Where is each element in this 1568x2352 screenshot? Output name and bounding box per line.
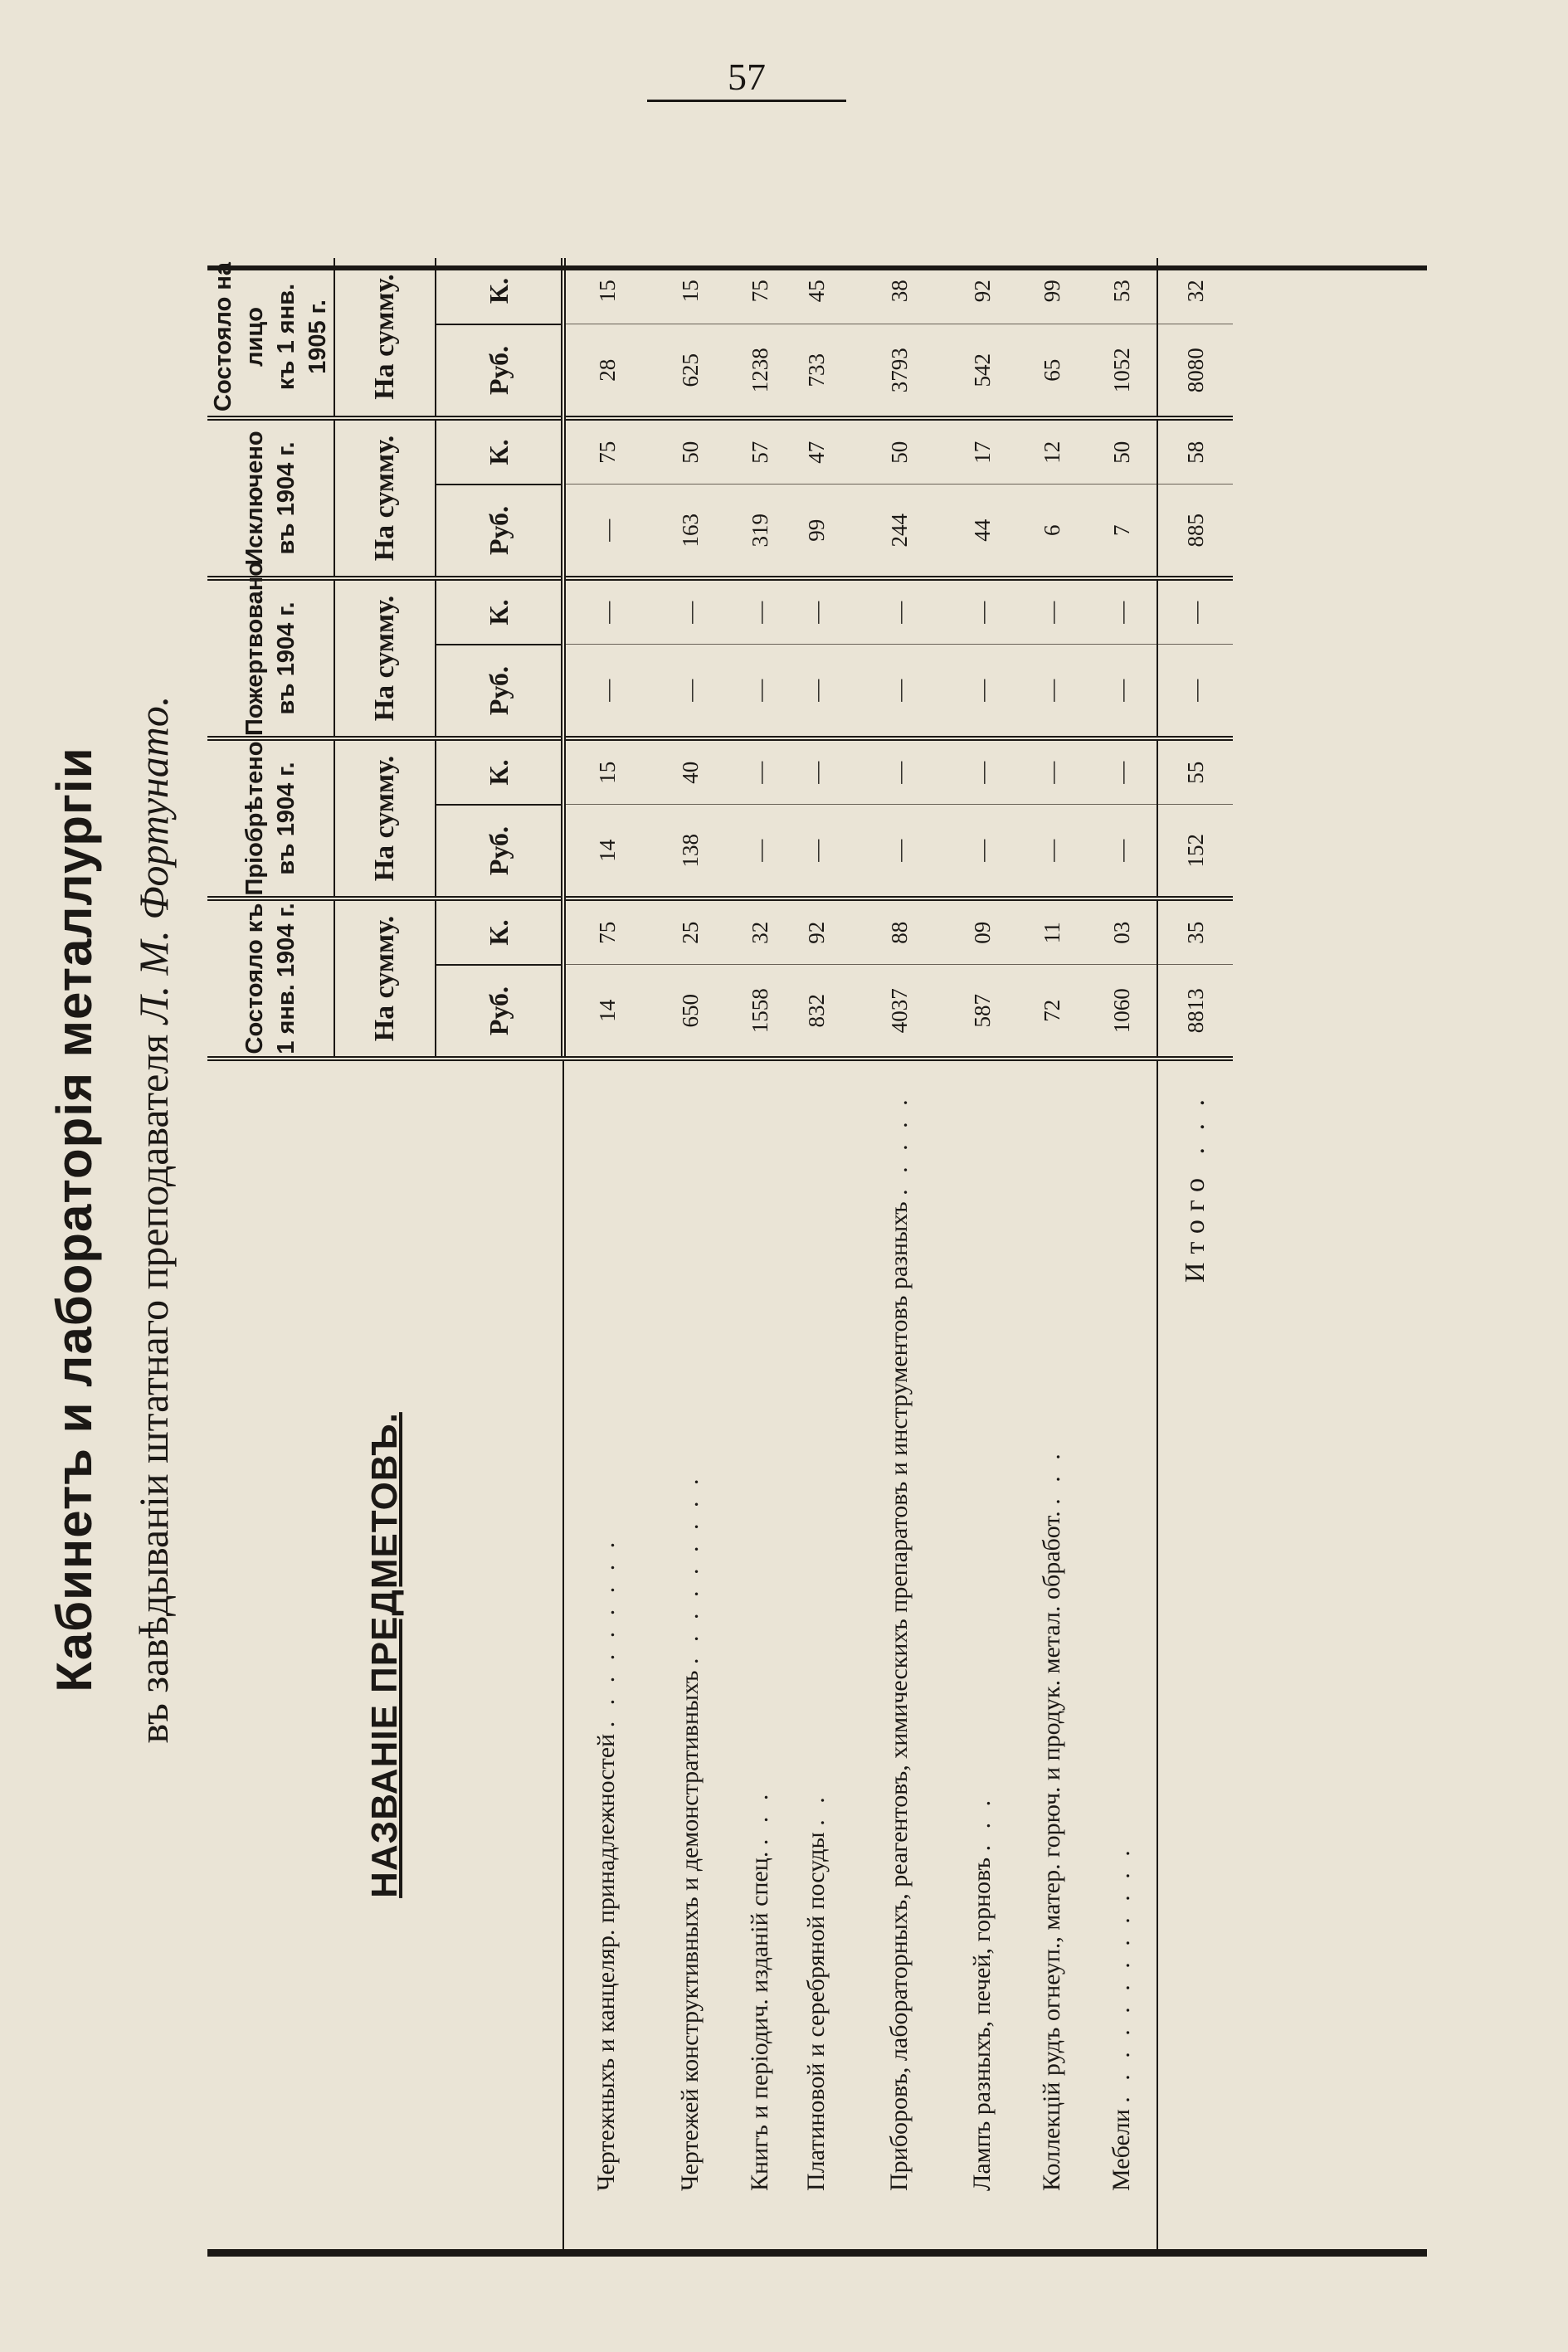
unit-header: На сумму. [334, 898, 436, 1059]
item-name-cell [954, 1059, 1010, 2249]
amount-rub-cell: — [1010, 645, 1093, 738]
amount-rub-cell: — [1157, 645, 1233, 738]
total-row [1157, 258, 1233, 2249]
amount-rub-cell: 14 [563, 965, 649, 1059]
group-header-line1: Пріобрѣтено [241, 741, 268, 896]
amount-rub-cell: 14 [563, 805, 649, 898]
amount-kop-cell: — [678, 601, 703, 624]
amount-kop-cell: 40 [678, 761, 703, 784]
header-row-groups [207, 258, 334, 2249]
amount-kop-cell: 32 [747, 921, 772, 944]
item-name: Мебели [1108, 2109, 1135, 2191]
table-row [563, 258, 649, 2249]
table-row [954, 258, 1010, 2249]
amount-kop-cell: 57 [747, 441, 772, 464]
item-name: Книгъ и періодич. изданій спец. [746, 1851, 773, 2191]
amount-rub-cell: — [563, 485, 649, 578]
amount-kop-cell: 50 [678, 441, 703, 464]
amount-kop-cell: — [887, 761, 912, 784]
amount-rub-cell: 163 [649, 485, 732, 578]
kop-header: К. [436, 738, 563, 805]
item-name-cell [649, 1059, 732, 2249]
amount-rub-cell: 8080 [1157, 324, 1233, 418]
group-header [207, 418, 334, 578]
leader-dots: . . . [968, 1794, 996, 1852]
name-header: НАЗВАНІЕ ПРЕДМЕТОВЪ. [364, 1412, 405, 1898]
amount-rub-cell: 319 [732, 485, 788, 578]
inventory-table-frame [207, 262, 1427, 2257]
amount-rub-cell: — [1093, 805, 1157, 898]
amount-kop-cell: — [1040, 601, 1064, 624]
leader-dots: . . . . . [885, 1094, 913, 1195]
amount-rub-cell: 3793 [845, 324, 954, 418]
group-header-line1: Состояло на лицо [210, 262, 268, 411]
amount-rub-cell: 65 [1010, 324, 1093, 418]
group-header-line2: въ 1904 г. [273, 441, 299, 555]
amount-kop-cell: 03 [1109, 921, 1134, 944]
group-header-line1: Исключено [241, 431, 268, 566]
group-header-line2: въ 1904 г. [273, 601, 299, 715]
amount-kop-cell: — [595, 601, 620, 624]
unit-header: На сумму. [334, 578, 436, 738]
rub-header: Руб. [436, 965, 563, 1059]
item-name-cell [1093, 1059, 1157, 2249]
amount-rub-cell: 8813 [1157, 965, 1233, 1059]
amount-kop-cell: 88 [887, 921, 912, 944]
amount-kop-cell: — [1157, 578, 1233, 645]
kop-header: К. [436, 418, 563, 485]
amount-kop-cell: 17 [970, 441, 995, 464]
amount-rub-cell: 152 [1157, 805, 1233, 898]
amount-rub-cell: 1238 [732, 324, 788, 418]
amount-kop-cell: 15 [595, 761, 620, 784]
item-name-cell [1010, 1059, 1093, 2249]
document-subtitle [124, 183, 183, 2257]
item-name: Чертежныхъ и канцеляр. принадлежностей [592, 1733, 620, 2191]
kop-header: К. [436, 578, 563, 645]
amount-rub-cell: 885 [1157, 485, 1233, 578]
table-body [563, 258, 1233, 2249]
amount-rub-cell: 1060 [1093, 965, 1157, 1059]
amount-rub-cell: — [732, 645, 788, 738]
group-header [207, 258, 334, 418]
amount-rub-cell: 244 [845, 485, 954, 578]
amount-rub-cell: 28 [563, 324, 649, 418]
amount-rub-cell: — [954, 805, 1010, 898]
amount-kop-cell: 75 [595, 921, 620, 944]
rub-header: Руб. [436, 485, 563, 578]
leader-dots: . . [802, 1792, 830, 1826]
group-header [207, 562, 334, 738]
amount-kop-cell: — [970, 601, 995, 624]
amount-rub-cell: — [788, 645, 845, 738]
amount-kop-cell: 53 [1109, 280, 1134, 303]
amount-rub-cell: 1558 [732, 965, 788, 1059]
amount-kop-cell: 15 [595, 280, 620, 303]
amount-kop-cell: 15 [678, 280, 703, 303]
table-row [1093, 258, 1157, 2249]
amount-rub-cell: 44 [954, 485, 1010, 578]
amount-kop-cell: — [747, 761, 772, 784]
subtitle-name: Л. М. Фортунато. [130, 695, 177, 1025]
unit-header: На сумму. [334, 258, 436, 418]
table-row [1010, 258, 1093, 2249]
amount-kop-cell: — [804, 601, 829, 624]
leader-dots: . . . [1180, 1094, 1210, 1155]
amount-kop-cell: — [970, 761, 995, 784]
amount-kop-cell: 92 [970, 280, 995, 303]
amount-kop-cell: 75 [747, 280, 772, 303]
leader-dots: . . . . . . . . . [676, 1473, 704, 1664]
leader-dots: . . . [1038, 1449, 1065, 1505]
amount-rub-cell: 1052 [1093, 324, 1157, 418]
group-header-line1: Пожертвовано [241, 562, 268, 736]
amount-kop-cell: 12 [1040, 441, 1064, 464]
column-header-name [207, 1059, 563, 2249]
amount-rub-cell: — [563, 645, 649, 738]
amount-kop-cell: 38 [887, 280, 912, 303]
item-name: Приборовъ, лабораторныхъ, реагентовъ, химическихъ препаратовъ и инструментовъ разныхъ [885, 1201, 913, 2191]
amount-rub-cell: — [1093, 645, 1157, 738]
leader-dots: . . . . . . . . . . . . [1108, 1845, 1135, 2103]
amount-rub-cell: 4037 [845, 965, 954, 1059]
kop-header: К. [436, 258, 563, 324]
amount-rub-cell: 587 [954, 965, 1010, 1059]
amount-rub-cell: 832 [788, 965, 845, 1059]
amount-rub-cell: — [1010, 805, 1093, 898]
rub-header: Руб. [436, 805, 563, 898]
amount-kop-cell: 50 [887, 441, 912, 464]
item-name-cell [788, 1059, 845, 2249]
item-name: Чертежей конструктивныхъ и демонстративныхъ [676, 1670, 704, 2191]
amount-rub-cell: 7 [1093, 485, 1157, 578]
amount-rub-cell: 625 [649, 324, 732, 418]
amount-kop-cell: 55 [1157, 738, 1233, 805]
group-header-line2: къ 1 янв. 1905 г. [273, 283, 331, 391]
amount-kop-cell: 75 [595, 441, 620, 464]
subtitle-prefix: въ завѣдываніи штатнаго преподавателя [130, 1034, 177, 1744]
rotated-page-content [0, 183, 1220, 2257]
amount-kop-cell: — [804, 761, 829, 784]
amount-kop-cell: 25 [678, 921, 703, 944]
leader-dots: . . . [746, 1789, 773, 1846]
page-number-rule [647, 100, 846, 102]
amount-rub-cell: 542 [954, 324, 1010, 418]
rub-header: Руб. [436, 324, 563, 418]
amount-rub-cell: 6 [1010, 485, 1093, 578]
item-name-cell [845, 1059, 954, 2249]
item-name-cell [563, 1059, 649, 2249]
item-name-cell [732, 1059, 788, 2249]
amount-rub-cell: — [649, 645, 732, 738]
item-name: Итого [1180, 1170, 1210, 1283]
unit-header: На сумму. [334, 738, 436, 898]
amount-kop-cell: — [747, 601, 772, 624]
amount-kop-cell: 09 [970, 921, 995, 944]
amount-kop-cell: 58 [1157, 418, 1233, 485]
item-name: Коллекцій рудъ огнеуп., матер. горюч. и продук. метал. обработ. [1038, 1511, 1065, 2191]
inventory-table [207, 258, 1233, 2249]
document-title: Кабинетъ и лабораторія металлургіи [46, 747, 102, 1692]
group-header-line2: въ 1904 г. [273, 762, 299, 875]
amount-kop-cell: 47 [804, 441, 829, 464]
amount-kop-cell: 32 [1157, 258, 1233, 324]
amount-kop-cell: 11 [1040, 922, 1064, 944]
group-header [207, 898, 334, 1059]
amount-kop-cell: 50 [1109, 441, 1134, 464]
amount-kop-cell: — [1040, 761, 1064, 784]
table-row [788, 258, 845, 2249]
page-number: 57 [728, 56, 766, 98]
amount-rub-cell: — [954, 645, 1010, 738]
item-name: Платиновой и серебряной посуды [802, 1832, 830, 2191]
group-header [207, 738, 334, 898]
kop-header: К. [436, 898, 563, 965]
amount-kop-cell: — [1109, 601, 1134, 624]
unit-header: На сумму. [334, 418, 436, 578]
group-header-line1: Состояло къ [241, 903, 268, 1054]
amount-kop-cell: 92 [804, 921, 829, 944]
item-name-cell [1157, 1059, 1233, 2249]
amount-kop-cell: — [1109, 761, 1134, 784]
group-header-line2: 1 янв. 1904 г. [273, 903, 299, 1054]
amount-kop-cell: — [887, 601, 912, 624]
leader-dots: . . . . . . . . . [592, 1536, 620, 1728]
amount-rub-cell: 650 [649, 965, 732, 1059]
table-row [732, 258, 788, 2249]
amount-rub-cell: — [845, 805, 954, 898]
amount-rub-cell: 72 [1010, 965, 1093, 1059]
amount-rub-cell: 733 [788, 324, 845, 418]
amount-kop-cell: 35 [1157, 898, 1233, 965]
item-name: Лампъ разныхъ, печей, горновъ [968, 1857, 996, 2191]
table-row [649, 258, 732, 2249]
amount-rub-cell: — [788, 805, 845, 898]
amount-kop-cell: 45 [804, 280, 829, 303]
amount-kop-cell: 99 [1040, 280, 1064, 303]
rub-header: Руб. [436, 645, 563, 738]
table-row [845, 258, 954, 2249]
amount-rub-cell: — [845, 645, 954, 738]
amount-rub-cell: 99 [788, 485, 845, 578]
amount-rub-cell: 138 [649, 805, 732, 898]
amount-rub-cell: — [732, 805, 788, 898]
